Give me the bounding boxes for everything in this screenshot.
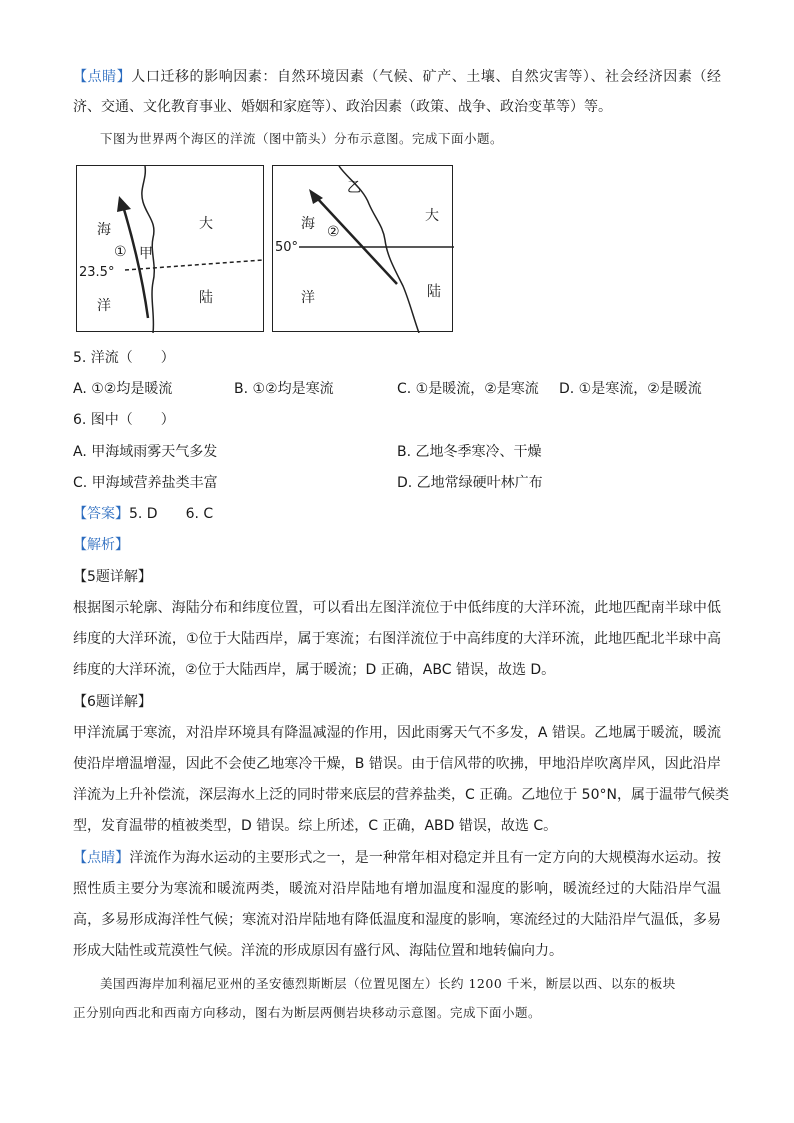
label-jia: 甲: [139, 246, 153, 262]
label-yang: 洋: [301, 290, 315, 306]
answer-tag: 【答案】: [73, 506, 129, 522]
current-arrow-1: [123, 206, 148, 318]
q6-option-b: B. 乙地冬季寒冷、干燥: [397, 444, 542, 460]
q5-stem: 5. 洋流（ ）: [73, 350, 175, 366]
q6-option-a: A. 甲海域雨雾天气多发: [73, 444, 218, 460]
label-da: 大: [425, 208, 439, 224]
label-yang: 洋: [97, 298, 111, 314]
q5-option-a: A. ①②均是暖流: [73, 381, 173, 397]
q5-detail-line: 纬度的大洋环流，①位于大陆西岸，属于寒流；右图洋流位于中高纬度的大洋环流，此地匹配北半球中高: [73, 631, 721, 647]
bottom-tip-line: 形成大陆性或荒漠性气候。洋流的形成原因有盛行风、海陆位置和地转偏向力。: [73, 943, 563, 959]
q5-detail-tag: 【5题详解】: [73, 569, 152, 585]
tip-line-1: 【点睛】人口迁移的影响因素：自然环境因素（气候、矿产、土壤、自然灾害等）、社会经济因素（经: [73, 69, 722, 85]
q6-detail-line: 甲洋流属于寒流，对沿岸环境具有降温减湿的作用，因此雨雾天气不多发，A 错误。乙地属于暖流，暖流: [73, 725, 721, 741]
bottom-tip-line: 【点睛】洋流作为海水运动的主要形式之一，是一种常年相对稳定并且有一定方向的大规模海水运动。按: [73, 850, 722, 866]
answer-text: 5. D 6. C: [129, 506, 214, 522]
label-yi: 乙: [347, 180, 361, 196]
answer-line: [73, 504, 213, 524]
label-lu: 陆: [199, 290, 213, 306]
arrowhead: [117, 196, 131, 212]
label-hai: 海: [301, 216, 315, 232]
q5-option-c: C. ①是暖流，②是寒流: [397, 381, 539, 397]
tip-tag: 【点睛】: [73, 69, 132, 85]
bottom-tip-tag: 【点睛】: [73, 850, 130, 866]
analysis-tag: 【解析】: [73, 537, 129, 553]
map-right-drawing: [273, 166, 454, 333]
next-intro-line-2: 正分别向西北和西南方向移动，图右为断层两侧岩块移动示意图。完成下面小题。: [73, 1005, 542, 1020]
label-current-2: ②: [327, 224, 340, 240]
next-intro-line-1: 美国西海岸加利福尼亚州的圣安德烈斯断层（位置见图左）长约 1200 千米，断层以西、以东的板块: [100, 976, 676, 991]
q5-option-b: B. ①②均是寒流: [234, 381, 334, 397]
label-lu: 陆: [427, 284, 441, 300]
label-hai: 海: [97, 222, 111, 238]
ocean-current-map-left: [76, 165, 264, 332]
tip-line-2: 济、交通、文化教育事业、婚姻和家庭等）、政治因素（政策、战争、政治变革等）等。: [73, 99, 612, 115]
q6-option-c: C. 甲海域营养盐类丰富: [73, 475, 218, 491]
q5-detail-line: 纬度的大洋环流，②位于大陆西岸，属于暖流；D 正确，ABC 错误，故选 D。: [73, 662, 556, 678]
label-latitude: 23.5°: [79, 265, 115, 280]
q6-detail-line: 型，发育温带的植被类型，D 错误。综上所述，C 正确，ABD 错误，故选 C。: [73, 818, 558, 834]
label-current-1: ①: [114, 244, 127, 260]
figure-intro: 下图为世界两个海区的洋流（图中箭头）分布示意图。完成下面小题。: [100, 131, 504, 146]
q5-detail-line: 根据图示轮廓、海陆分布和纬度位置，可以看出左图洋流位于中低纬度的大洋环流，此地匹配南半球中低: [73, 600, 721, 616]
bottom-tip-line: 高，多易形成海洋性气候；寒流对沿岸陆地有降低温度和湿度的影响，寒流经过的大陆沿岸气温低，多易: [73, 912, 721, 928]
ocean-current-map-right: [272, 165, 453, 332]
label-da: 大: [199, 216, 213, 232]
q6-detail-tag: 【6题详解】: [73, 694, 152, 710]
label-latitude: 50°: [275, 240, 299, 255]
q6-detail-line: 洋流为上升补偿流，深层海水上泛的同时带来底层的营养盐类，C 正确。乙地位于 50°N，属于温带气候类: [73, 787, 729, 803]
q6-stem: 6. 图中（ ）: [73, 412, 175, 428]
q5-option-d: D. ①是寒流，②是暖流: [559, 381, 702, 397]
bottom-tip-line: 照性质主要分为寒流和暖流两类，暖流对沿岸陆地有增加温度和湿度的影响，暖流经过的大陆沿岸气温: [73, 881, 721, 897]
q6-detail-line: 使沿岸增温增湿，因此不会使乙地寒冷干燥，B 错误。由于信风带的吹拂，甲地沿岸吹离岸风，因此沿岸: [73, 756, 721, 772]
q6-option-d: D. 乙地常绿硬叶林广布: [397, 475, 543, 491]
